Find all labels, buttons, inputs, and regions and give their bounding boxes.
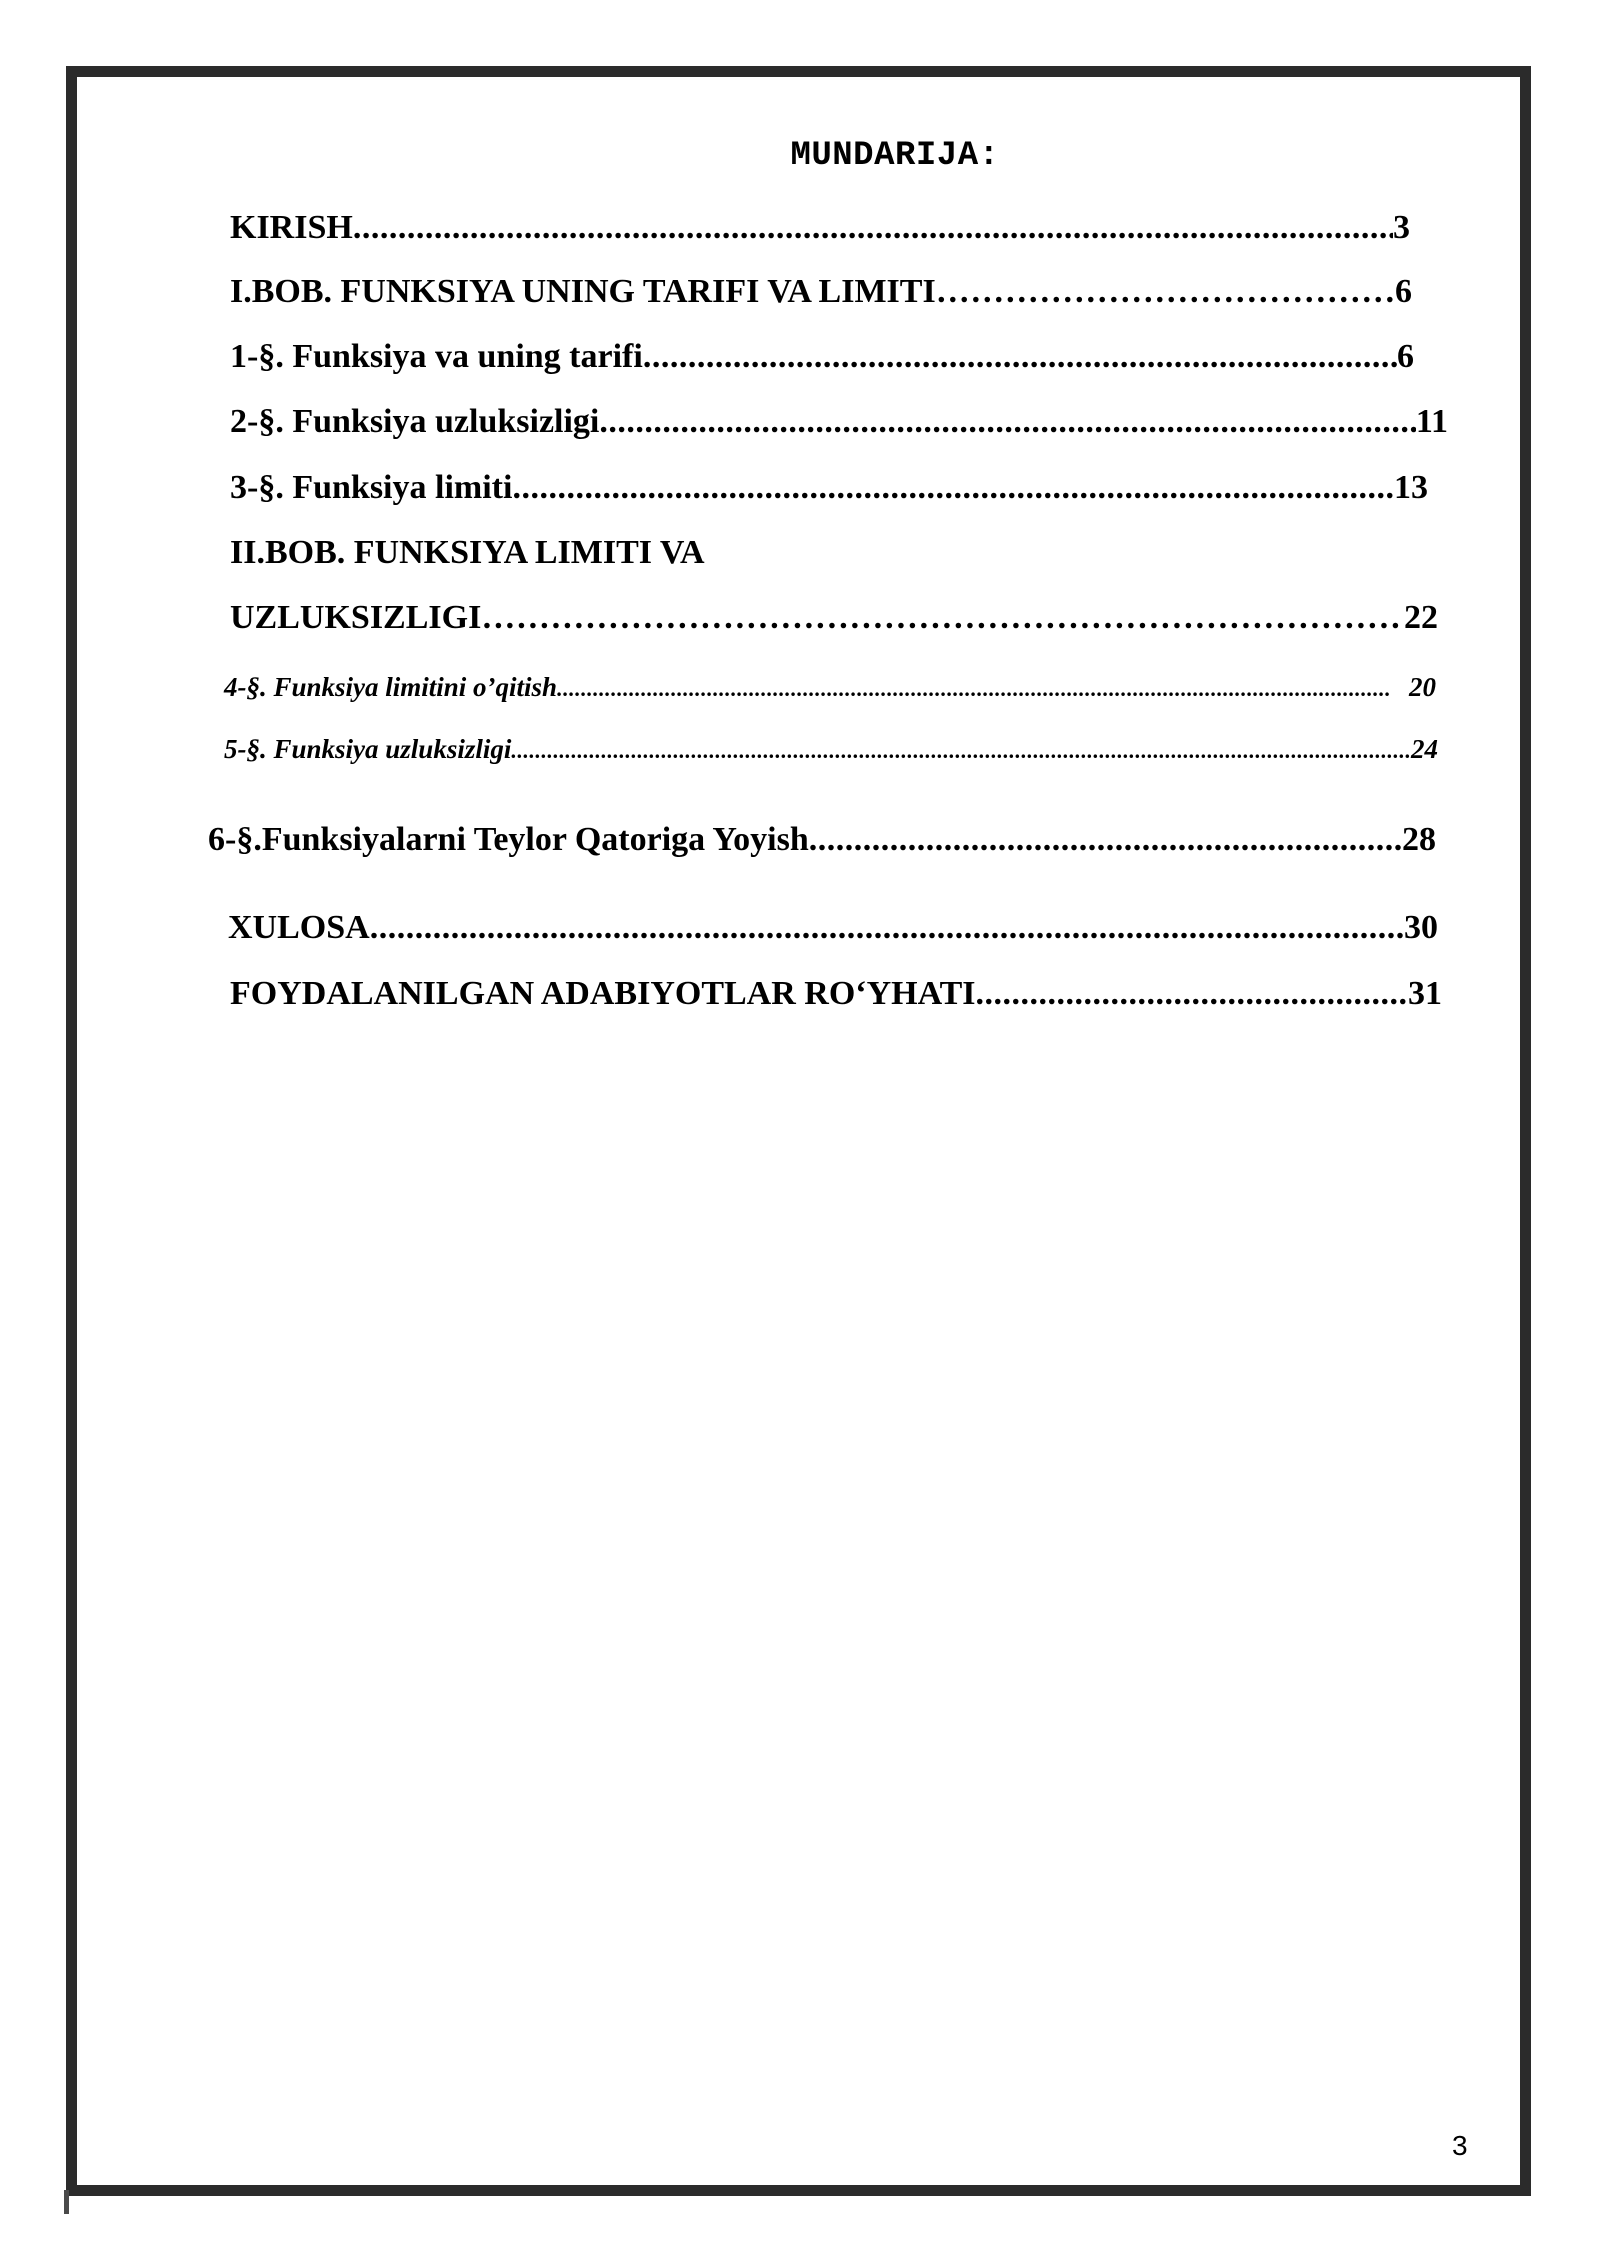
toc-entry-label: KIRISH [230,209,353,246]
toc-entry-label: 6-§.Funksiyalarni Teylor Qatoriga Yoyish [208,821,809,858]
toc-entry-label: 5-§. Funksiya uzluksizligi [224,734,512,764]
page-number: 3 [1452,2130,1468,2161]
toc-entry-page: 28 [1402,821,1436,858]
toc-title: MUNDARIJA: [790,137,1000,175]
toc-entry-label: UZLUKSIZLIGI [230,599,482,636]
toc-entry-chapter-2-line1[interactable]: II.BOB. FUNKSIYA LIMITI VA [230,534,705,571]
toc-leader-dots [511,734,1411,768]
toc-entry-chapter-1[interactable] [230,270,1412,314]
toc-entry-section-6[interactable] [208,818,1436,862]
toc-leader-dots [481,596,1404,640]
toc-entry-page: 31 [1408,975,1442,1012]
toc-entry-label: FOYDALANILGAN ADABIYOTLAR RO‘YHATI [230,975,976,1012]
toc-entry-bibliography[interactable] [230,972,1442,1016]
toc-entry-page: 20 [1409,672,1436,702]
toc-entry-section-4[interactable] [224,670,1436,706]
toc-leader-dots [599,400,1416,444]
toc-entry-label: 1-§. Funksiya va uning tarifi [230,338,643,375]
toc-entry-page: 13 [1394,469,1428,506]
toc-entry-label: 4-§. Funksiya limitini o’qitish [224,672,558,702]
toc-leader-dots [353,206,1393,250]
toc-entry-page: 22 [1404,599,1438,636]
toc-leader-dots [370,906,1404,950]
toc-entry-label: 2-§. Funksiya uzluksizligi [230,403,600,440]
toc-leader-dots [643,335,1397,379]
toc-leader-dots [936,270,1395,314]
toc-entry-section-3[interactable] [230,466,1428,510]
toc-entry-label: XULOSA [228,909,370,946]
toc-entry-kirish[interactable] [230,206,1410,250]
toc-entry-page: 30 [1404,909,1438,946]
toc-leader-dots [809,818,1402,862]
page-border [66,66,1531,2196]
toc-entry-section-2[interactable] [230,400,1448,444]
toc-entry-label: 3-§. Funksiya limiti [230,469,513,506]
toc-leader-dots [976,972,1408,1016]
toc-entry-section-1[interactable] [230,335,1414,379]
toc-entry-page: 11 [1415,403,1448,440]
toc-leader-dots [557,672,1391,706]
toc-entry-chapter-2[interactable] [230,596,1438,640]
toc-entry-page: 6 [1395,273,1412,310]
toc-entry-page: 24 [1411,734,1438,764]
toc-entry-page: 3 [1393,209,1410,246]
toc-entry-xulosa[interactable] [228,906,1438,950]
toc-entry-section-5[interactable] [224,732,1438,768]
border-mark [64,2190,69,2214]
toc-leader-dots [512,466,1394,510]
toc-entry-page: 6 [1397,338,1414,375]
toc-entry-label: I.BOB. FUNKSIYA UNING TARIFI VA LIMITI [230,273,936,310]
